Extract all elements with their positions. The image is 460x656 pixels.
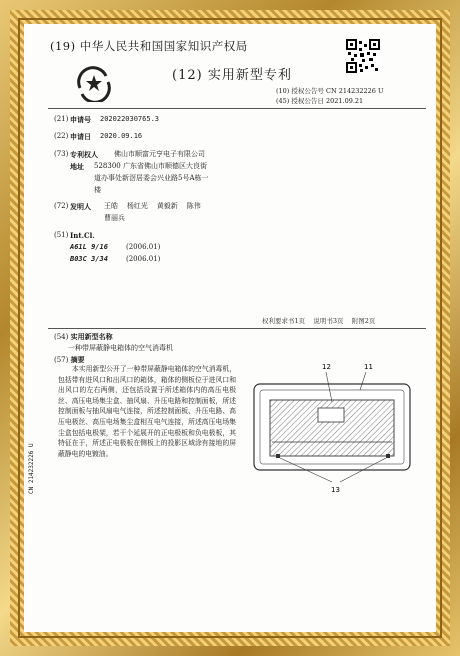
spine-publication-number: CN 214232226 U [28,443,35,494]
field-label: 实用新型名称 [70,332,113,341]
field-code: (72) [54,202,69,210]
bibliographic-data [54,114,414,266]
inventors-row [54,201,414,213]
intcl-version: (2006.01) [126,255,161,263]
abstract-drawing [242,356,422,496]
page-counts: 权利要求书1页 说明书3页 附图2页 [262,317,376,325]
intcl-entry [54,242,414,254]
field-label: 地址 [70,162,84,171]
address-line: 道办事处新滘居委会兴业路5号A栋一 [94,174,209,182]
address-row-cont [54,185,414,197]
address-row-cont [54,173,414,185]
address-line: 528300 广东省佛山市顺德区大良街 [94,162,207,170]
intcl-code: A61L 9/16 [70,243,108,251]
intcl-row [54,230,414,242]
patentee-row [54,149,414,161]
filing-date-row [54,131,414,143]
field-code: (21) [54,115,69,123]
field-code: (57) [54,356,69,364]
patentee-name: 佛山市顺富元亨电子有限公司 [114,150,205,158]
field-code: (73) [54,150,69,158]
cnipa-emblem-icon [76,66,112,102]
filing-date: 2020.09.16 [100,132,143,140]
field-code: (54) [54,333,69,341]
utility-model-title: 一种带屏蔽静电箱体的空气消毒机 [68,344,173,352]
label-13: 13 [331,486,340,494]
intcl-version: (2006.01) [126,243,161,251]
field-code: (22) [54,132,69,140]
field-label: 摘要 [70,355,85,364]
intcl-code: B03C 3/34 [70,255,108,263]
patent-page [24,24,436,632]
intcl-entry [54,254,414,266]
address-line: 楼 [94,186,101,194]
patent-type-title: (12) 实用新型专利 [172,68,292,83]
country-office-header: (19) 中华人民共和国国家知识产权局 [50,39,248,53]
field-label: 申请日 [70,132,91,141]
address-row [54,161,414,173]
qr-code-icon [346,39,380,73]
field-label: 发明人 [70,202,91,211]
label-11: 11 [364,363,373,371]
inventors-names: 曹丽兵 [104,214,125,222]
label-12: 12 [322,363,331,371]
field-label: 申请号 [70,115,91,124]
utility-model-title-heading [54,332,113,342]
inventors-row-cont [54,213,414,225]
field-label: Int.Cl. [70,231,95,240]
section-divider [48,328,426,329]
application-number: 202022030765.3 [100,115,160,123]
publication-info [276,86,426,106]
grant-number: (10) 授权公告号 CN 214232226 U [276,87,384,95]
grant-date: (45) 授权公告日 2021.09.21 [276,97,364,105]
header-divider [48,108,426,109]
field-code: (51) [54,231,69,239]
application-number-row [54,114,414,126]
inventors-names: 王皓 杨红光 黄毅新 陈伟 [104,202,201,210]
field-label: 专利权人 [70,150,98,159]
abstract-text: 本实用新型公开了一种带屏蔽静电箱体的空气消毒机，包括带有进风口和出风口的箱体，箱体的侧板位于进风口和出风口的左右两侧，还包括设置于所述箱体内的高压电极丝、高压电场集尘盒、抽风扇、升压电路和控制面板，所述控制面板与抽风扇电气连接，所述控制面板、升压电路、高压电极丝、高压电场集尘盒相互电气连接，所述高压电场集尘盒包括电极架，若干个延展开的正电极板和负电极板，其特征在于，所述正电极板在侧板上的投影区域涂有接地的屏蔽静电的电镀油。 [58,365,236,458]
